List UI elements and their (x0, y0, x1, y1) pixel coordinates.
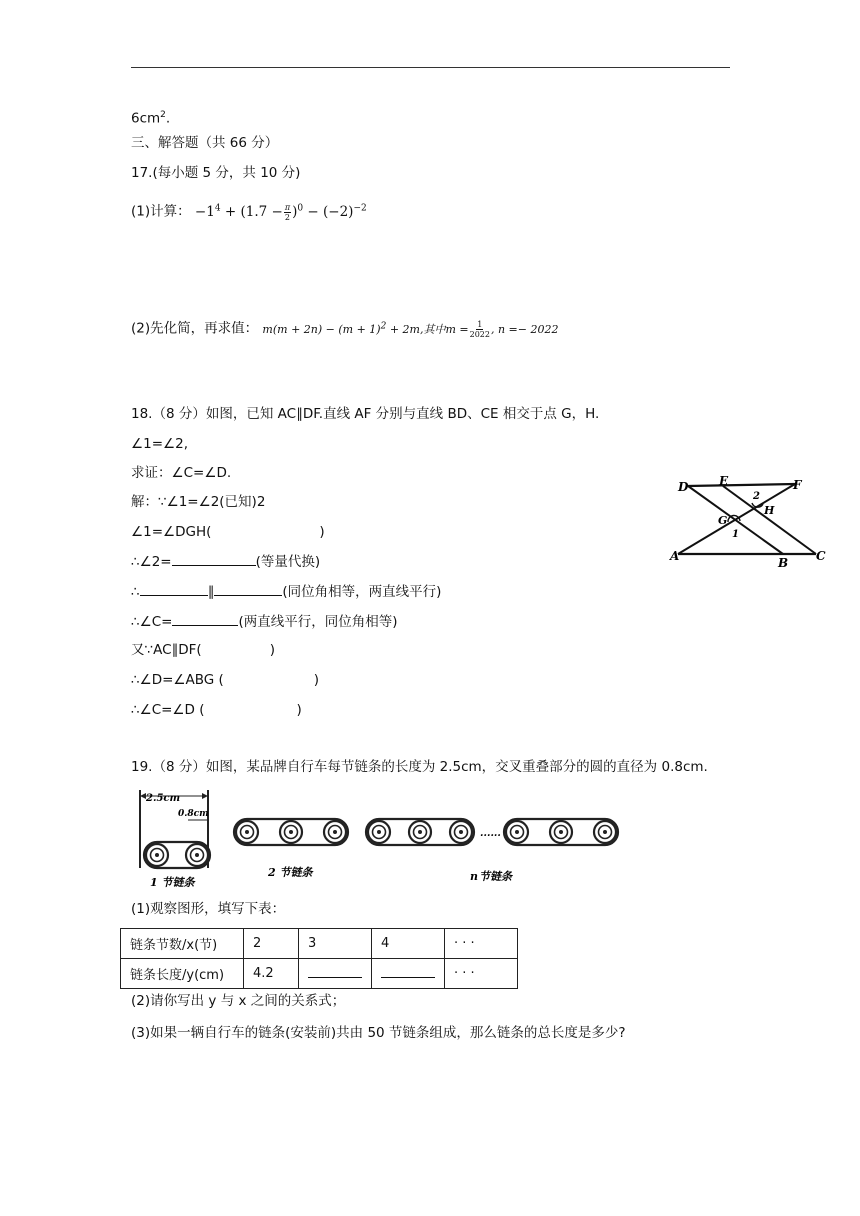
caption-n-var: n (470, 870, 478, 883)
answer-blank[interactable] (308, 965, 362, 978)
n-link-chain (366, 819, 618, 883)
q17-heading: 17.(每小题 5 分，共 10 分) (131, 165, 301, 181)
q18-geometry-figure (668, 474, 828, 570)
table-cell: 4.2 (244, 959, 299, 989)
q18-step6: 又∵AC∥DF( ) (131, 642, 275, 658)
answer-blank[interactable] (172, 611, 238, 626)
label-F: F (793, 478, 802, 492)
table-cell: 链条节数/x(节) (121, 929, 244, 959)
q19-part3: (3)如果一辆自行车的链条(安装前)共由 50 节链条组成，那么链条的总长度是多少? (131, 1025, 626, 1041)
prev-answer-line: $6cm^2$. (131, 110, 171, 127)
table-answer-cell[interactable] (372, 959, 445, 989)
q18-step5: ∴∠C= (两直线平行，同位角相等) (131, 611, 397, 632)
q18-step7: ∴∠D=∠ABG ( ) (131, 672, 320, 688)
q18-step2: ∠1=∠DGH( ) (131, 524, 325, 540)
dim-link-length: 2.5cm (146, 793, 181, 804)
q18-given: ∠1=∠2, (131, 436, 188, 452)
expr1: $-1^4 + (1.7$ − $\frac{\pi}{2}$ )$^0 - (-2)^{-2}$ (194, 202, 367, 222)
line-DF (688, 484, 795, 486)
q18-step8: ∴∠C=∠D ( ) (131, 702, 302, 718)
label-G: G (718, 514, 728, 527)
label-D: D (678, 480, 689, 494)
q19-part1: (1)观察图形，填写下表： (131, 901, 286, 917)
caption-n-links: 节链条 (479, 870, 512, 883)
answer-blank[interactable] (172, 551, 256, 566)
q19-part2: (2)请你写出 y 与 x 之间的关系式； (131, 993, 346, 1009)
caption-2-links: 2 节链条 (268, 866, 313, 879)
table-cell: · · · (445, 929, 518, 959)
label-angle1: 1 (732, 529, 739, 540)
q18-prove: 求证：∠C=∠D. (131, 465, 232, 481)
one-link-chain (140, 790, 210, 889)
table-row (121, 959, 518, 989)
q17-part1: (1)计算： $-1^4 + (1.7$ − $\frac{\pi}{2}$ )$^0 - (-2)^{-2}$ (131, 202, 367, 222)
chain-table (120, 928, 518, 989)
ellipsis-dots: ...... (480, 828, 501, 839)
answer-blank[interactable] (381, 965, 435, 978)
q19-chain-figure (130, 786, 630, 894)
label-C: C (816, 549, 826, 563)
two-link-chain (234, 819, 348, 879)
label-E: E (719, 474, 729, 488)
answer-blank[interactable] (140, 581, 208, 596)
label-B: B (778, 556, 789, 570)
table-row (121, 929, 518, 959)
label-angle2: 2 (753, 491, 760, 502)
section-heading: 三、解答题（共 66 分） (131, 135, 279, 151)
caption-1-link: 1 节链条 (150, 876, 195, 889)
table-cell: 链条长度/y(cm) (121, 959, 244, 989)
header-rule (131, 67, 730, 68)
q18-step4: ∴ ∥ (同位角相等，两直线平行) (131, 581, 441, 602)
q18-heading: 18.（8 分）如图，已知 AC∥DF.直线 AF 分别与直线 BD、CE 相交于点 G，H. (131, 406, 600, 422)
answer-blank[interactable] (214, 581, 282, 596)
expr2: $m(m + 2n) - (m + 1)^2 + 2m$,其中m = $\frac{1}{2022}$ , n =− 2022 (262, 320, 559, 340)
table-cell: 4 (372, 929, 445, 959)
line-AF (678, 484, 795, 554)
label-H: H (764, 504, 775, 517)
q19-heading: 19.（8 分）如图，某品牌自行车每节链条的长度为 2.5cm，交叉重叠部分的圆的直径为 0.8cm. (131, 759, 708, 775)
dim-circle-diameter: 0.8cm (178, 809, 209, 819)
table-cell: · · · (445, 959, 518, 989)
q18-step1: 解：∵∠1=∠2(已知)2 (131, 494, 266, 510)
table-cell: 3 (299, 929, 372, 959)
q18-step3: ∴∠2= (等量代换) (131, 551, 320, 572)
table-cell: 2 (244, 929, 299, 959)
label-A: A (670, 549, 680, 563)
q17-part2: (2)先化简，再求值： $m(m + 2n) - (m + 1)^2 + 2m$,其中m = $\frac{1}{2022}$ , n =− 2022 (131, 320, 559, 340)
table-answer-cell[interactable] (299, 959, 372, 989)
